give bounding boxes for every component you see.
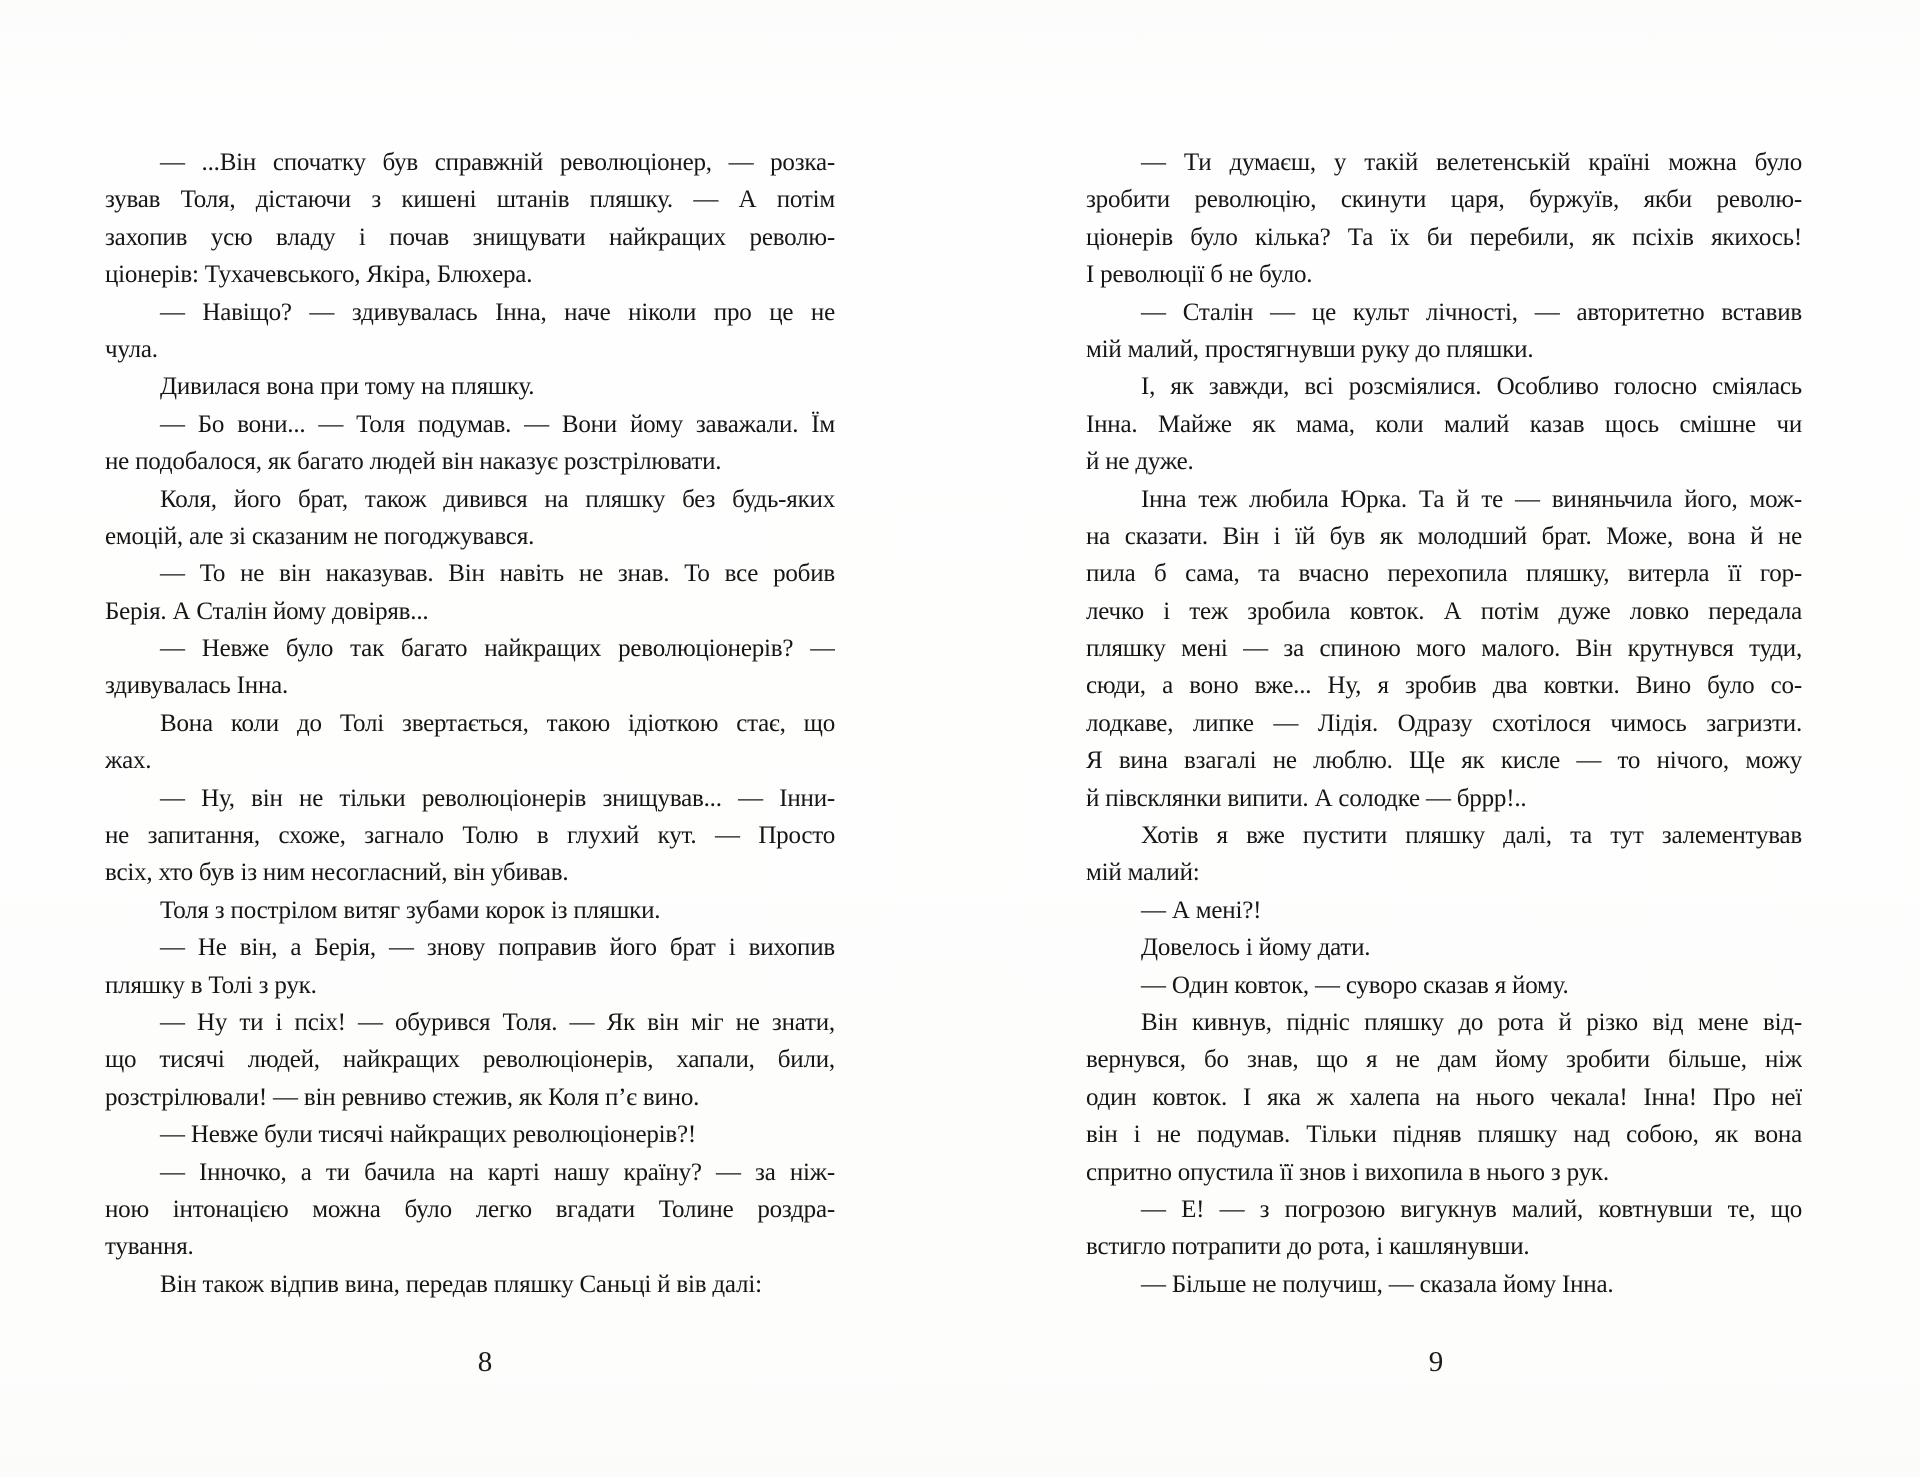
text-line: Толя з пострілом витяг зубами корок із пляшки. bbox=[160, 896, 661, 924]
text-line: — Не він, а Берія, — знову поправив його брат і вихопив bbox=[160, 934, 835, 962]
text-line: — Інночко, а ти бачила на карті нашу країну? — за ніж- bbox=[160, 1158, 835, 1186]
text-line: пляшку в Толі з рук. bbox=[105, 971, 317, 999]
text-line: встигло потрапити до рота, і кашлянувши. bbox=[1086, 1233, 1530, 1261]
page-right-text bbox=[1086, 144, 1802, 1303]
text-line: — Невже було так багато найкращих революціонерів? — bbox=[160, 635, 835, 663]
text-line: лечко і теж зробила ковток. А потім дуже ловко передала bbox=[1086, 597, 1802, 625]
text-line: — Е! — з погрозою вигукнув малий, ковтнувши те, що bbox=[1141, 1195, 1802, 1223]
text-line: зував Толя, дістаючи з кишені штанів пляшку. — А потім bbox=[105, 186, 835, 214]
text-line: лодкаве, липке — Лідія. Одразу схотілося чимось загризти. bbox=[1086, 709, 1802, 737]
text-line: Хотів я вже пустити пляшку далі, та тут залементував bbox=[1141, 822, 1802, 850]
text-line: що тисячі людей, найкращих революціонерів, хапали, били, bbox=[105, 1046, 835, 1074]
text-line: — Один ковток, — суворо сказав я йому. bbox=[1141, 971, 1569, 999]
page-number-right: 9 bbox=[1428, 1346, 1444, 1378]
text-line: мій малий: bbox=[1086, 859, 1200, 887]
text-line: — Бо вони... — Толя подумав. — Вони йому заважали. Їм bbox=[160, 410, 835, 438]
text-line: й не дуже. bbox=[1086, 448, 1194, 476]
text-line: він і не подумав. Тільки підняв пляшку над собою, як вона bbox=[1086, 1121, 1802, 1149]
text-line: ціонерів: Тухачевського, Якіра, Блюхера. bbox=[105, 261, 533, 289]
text-line: — Невже були тисячі найкращих революціонерів?! bbox=[160, 1121, 697, 1149]
text-line: — Ти думаєш, у такій велетенській країні можна було bbox=[1141, 149, 1802, 176]
text-line: — А мені?! bbox=[1141, 896, 1262, 924]
text-line: Я вина взагалі не люблю. Ще як кисле — то нічого, можу bbox=[1086, 747, 1802, 775]
text-line: зробити революцію, скинути царя, буржуїв, якби револю- bbox=[1086, 186, 1802, 214]
text-line: Берія. А Сталін йому довіряв... bbox=[105, 597, 429, 625]
text-line: емоцій, але зі сказаним не погоджувався. bbox=[105, 522, 535, 550]
page-number-left: 8 bbox=[477, 1346, 493, 1378]
text-line: спритно опустила її знов і вихопила в нього з рук. bbox=[1086, 1158, 1609, 1186]
text-line: Інна. Майже як мама, коли малий казав щось смішне чи bbox=[1086, 410, 1802, 438]
text-line: здивувалась Інна. bbox=[105, 672, 289, 700]
text-line: — Ну, він не тільки революціонерів знищував... — Інни- bbox=[160, 784, 835, 812]
text-line: ціонерів було кілька? Та їх би перебили, як псіхів якихось! bbox=[1086, 223, 1802, 251]
text-line: — Ну ти і псіх! — обурився Толя. — Як він міг не знати, bbox=[160, 1008, 835, 1036]
text-line: Довелось і йому дати. bbox=[1141, 934, 1371, 962]
text-line: на сказати. Він і їй був як молодший брат. Може, вона й не bbox=[1086, 522, 1802, 550]
text-line: — То не він наказував. Він навіть не знав. То все робив bbox=[160, 560, 835, 588]
text-line: — Сталін — це культ лічності, — авторитетно вставив bbox=[1141, 298, 1802, 326]
text-line: не подобалося, як багато людей він наказує розстрілювати. bbox=[105, 448, 722, 476]
text-line: й півсклянки випити. А солодке — бррр!.. bbox=[1086, 784, 1527, 812]
text-line: ною інтонацією можна було легко вгадати Толине роздра- bbox=[105, 1195, 835, 1223]
text-line: — Більше не получиш, — сказала йому Інна. bbox=[1141, 1270, 1614, 1298]
text-line: чула. bbox=[105, 335, 158, 363]
text-line: Інна теж любила Юрка. Та й те — виняньчила його, мож- bbox=[1141, 485, 1802, 513]
text-line: вернувся, бо знав, що я не дам йому зробити більше, ніж bbox=[1086, 1046, 1802, 1074]
text-line: Він також відпив вина, передав пляшку Саньці й вів далі: bbox=[160, 1270, 762, 1298]
text-line: Коля, його брат, також дивився на пляшку без будь-яких bbox=[160, 485, 835, 513]
text-line: сюди, а воно вже... Ну, я зробив два ковтки. Вино було со- bbox=[1086, 672, 1802, 700]
text-line: Дивилася вона при тому на пляшку. bbox=[160, 373, 535, 401]
text-line: тування. bbox=[105, 1233, 194, 1261]
text-line: розстрілювали! — він ревниво стежив, як Коля п’є вино. bbox=[105, 1083, 700, 1111]
text-line: пляшку мені — за спиною мого малого. Він крутнувся туди, bbox=[1086, 635, 1802, 663]
text-line: — ...Він спочатку був справжній революціонер, — розка- bbox=[160, 149, 835, 176]
text-line: І революції б не було. bbox=[1086, 261, 1313, 289]
text-line: Вона коли до Толі звертається, такою ідіоткою стає, що bbox=[160, 709, 835, 737]
text-line: Він кивнув, підніс пляшку до рота й різко від мене від- bbox=[1141, 1008, 1802, 1036]
text-line: всіх, хто був із ним несогласний, він убивав. bbox=[105, 859, 569, 887]
text-line: один ковток. І яка ж халепа на нього чекала! Інна! Про неї bbox=[1086, 1083, 1802, 1111]
text-line: мій малий, простягнувши руку до пляшки. bbox=[1086, 335, 1534, 363]
text-line: — Навіщо? — здивувалась Інна, наче ніколи про це не bbox=[160, 298, 835, 326]
text-line: І, як завжди, всі розсміялися. Особливо голосно сміялась bbox=[1141, 373, 1802, 401]
page-left-text bbox=[105, 144, 835, 1303]
text-line: захопив усю владу і почав знищувати найкращих револю- bbox=[105, 223, 835, 251]
text-line: не запитання, схоже, загнало Толю в глухий кут. — Просто bbox=[105, 822, 835, 850]
text-line: пила б сама, та вчасно перехопила пляшку, витерла її гор- bbox=[1086, 560, 1802, 588]
text-line: жах. bbox=[105, 747, 152, 775]
